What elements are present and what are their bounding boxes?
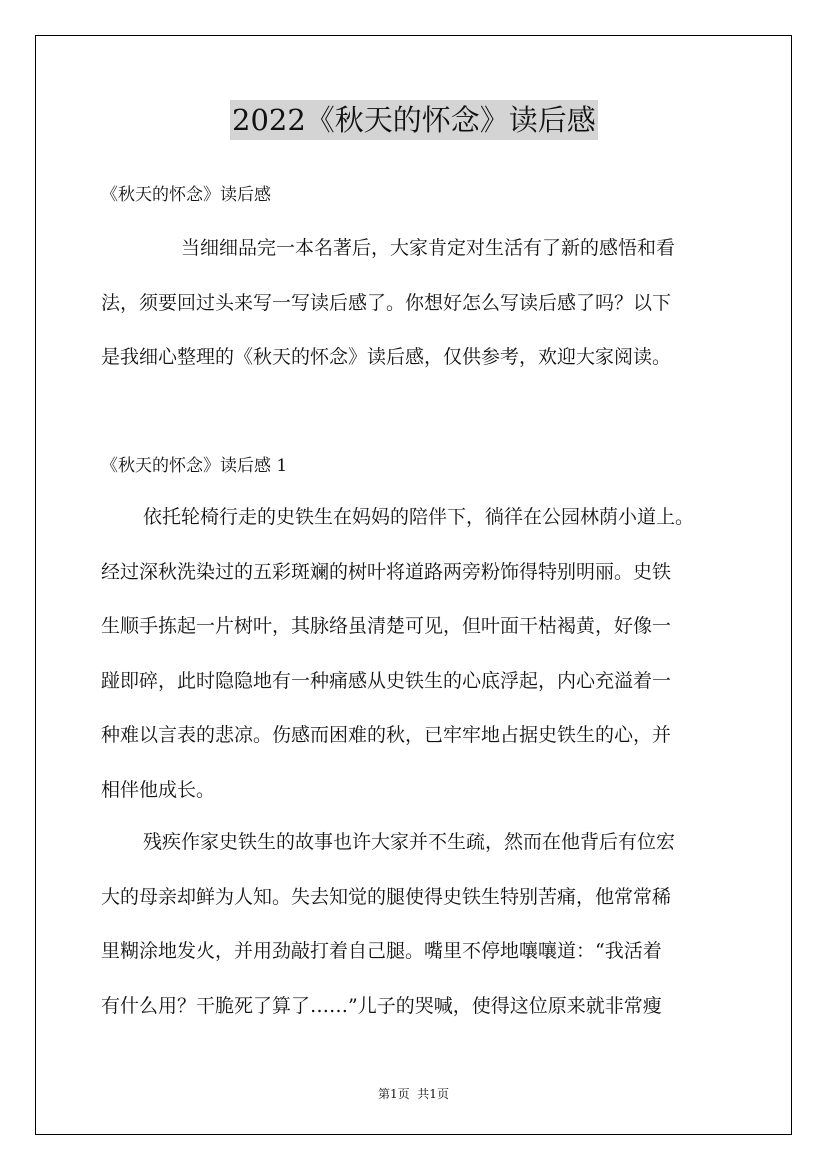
subtitle: 《秋天的怀念》读后感 xyxy=(101,185,271,205)
paragraph-line: 里糊涂地发火，并用劲敲打着自己腿。嘴里不停地嚷嚷道：“我活着 xyxy=(101,940,662,962)
paragraph-line: 残疾作家史铁生的故事也许大家并不生疏，然而在他背后有位宏 xyxy=(143,831,676,853)
body-paragraph-2 xyxy=(101,815,749,1033)
body-paragraph-1 xyxy=(101,490,749,817)
intro-line: 是我细心整理的《秋天的怀念》读后感，仅供参考，欢迎大家阅读。 xyxy=(101,346,672,368)
intro-line: 法，须要回过头来写一写读后感了。你想好怎么写读后感了吗？以下 xyxy=(101,291,672,314)
paragraph-line: 依托轮椅行走的史铁生在妈妈的陪伴下，徜徉在公园林荫小道上。 xyxy=(143,506,695,528)
section-heading: 《秋天的怀念》读后感 1 xyxy=(101,456,288,476)
document-title: 2022《秋天的怀念》读后感 xyxy=(230,100,598,140)
paragraph-line: 种难以言表的悲凉。伤感而困难的秋，已牢牢地占据史铁生的心，并 xyxy=(101,724,672,746)
page-footer: 第1页 共1页 xyxy=(378,1087,449,1101)
paragraph-line: 经过深秋洗染过的五彩斑斓的树叶将道路两旁粉饰得特别明丽。史铁 xyxy=(101,560,672,583)
intro-line: 当细细品完一本名著后，大家肯定对生活有了新的感悟和看 xyxy=(181,237,676,259)
paragraph-line: 踫即碎，此时隐隐地有一种痛感从史铁生的心底浮起，内心充溢着一 xyxy=(101,669,672,692)
paragraph-line: 有什么用？干脆死了算了……”儿子的哭喊，使得这位原来就非常瘦 xyxy=(101,994,662,1017)
paragraph-line: 相伴他成长。 xyxy=(101,778,216,801)
paragraph-line: 大的母亲却鲜为人知。失去知觉的腿使得史铁生特别苦痛，他常常稀 xyxy=(101,885,672,908)
intro-paragraph xyxy=(101,221,749,385)
paragraph-line: 生顺手拣起一片树叶，其脉络虽清楚可见，但叶面干枯褐黄，好像一 xyxy=(101,615,672,637)
